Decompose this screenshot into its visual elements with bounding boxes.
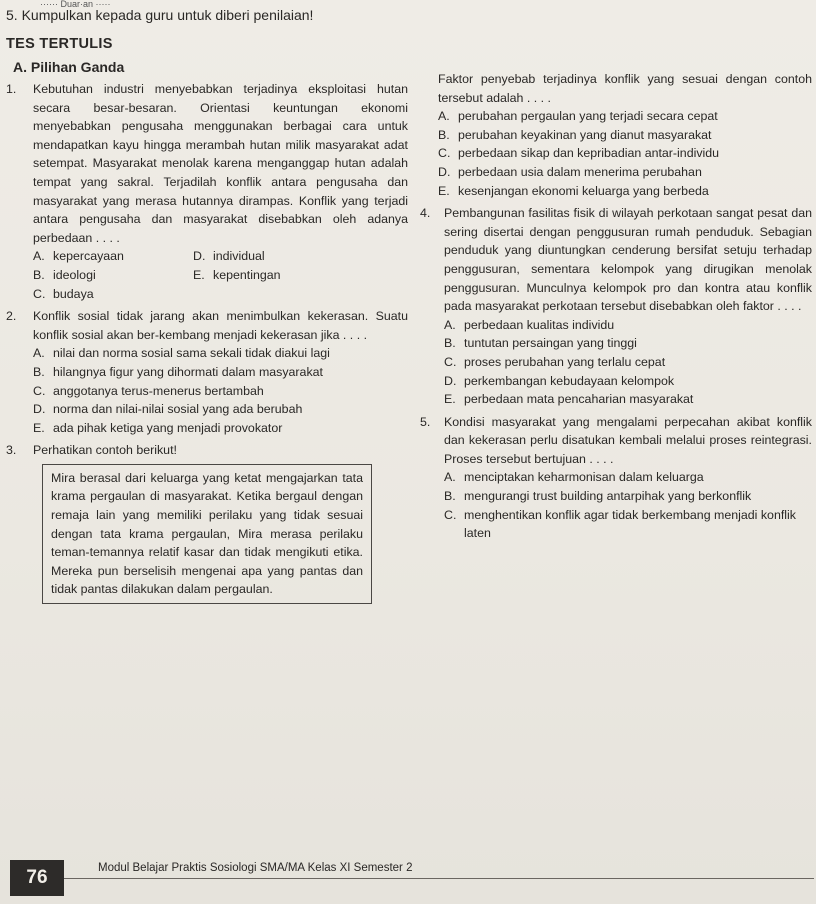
option-text: perbedaan mata pencaharian masyarakat xyxy=(464,392,694,407)
question-4 xyxy=(420,204,812,316)
option-letter: D. xyxy=(438,164,451,179)
question-1 xyxy=(6,80,408,247)
footer-title: Modul Belajar Praktis Sosiologi SMA/MA Kelas XI Semester 2 xyxy=(98,862,413,874)
question-text: Kondisi masyarakat yang mengalami perpecahan akibat konflik dan kekerasan perlu disatukan kembali melalui proses reintegrasi. Proses tersebut bertujuan . . . . xyxy=(444,414,812,466)
option-letter: B. xyxy=(33,364,45,379)
option-d xyxy=(420,163,812,182)
option-letter: C. xyxy=(444,354,457,369)
question-3 xyxy=(6,441,408,460)
question-number: 5. xyxy=(420,414,431,429)
option-text: tuntutan persaingan yang tinggi xyxy=(464,336,637,351)
option-letter: B. xyxy=(444,489,456,504)
question-number: 1. xyxy=(6,82,17,96)
option-b xyxy=(420,487,812,506)
option-text: ada pihak ketiga yang menjadi provokator xyxy=(53,420,283,435)
option-letter: A. xyxy=(444,317,456,332)
right-column xyxy=(420,70,812,543)
option-letter: D. xyxy=(33,402,46,417)
option-row xyxy=(6,285,408,304)
section-heading: A. Pilihan Ganda xyxy=(13,59,125,75)
option-text: budaya xyxy=(53,286,94,301)
option-text: perubahan pergaulan yang terjadi secara cepat xyxy=(458,109,718,124)
option-letter: A. xyxy=(438,109,450,124)
option-letter: A. xyxy=(444,470,456,485)
option-text: proses perubahan yang terlalu cepat xyxy=(464,354,666,369)
option-text: mengurangi trust building antarpihak yang berkonflik xyxy=(464,489,752,504)
option-letter: B. xyxy=(444,336,456,351)
option-b xyxy=(6,363,408,382)
option-letter: C. xyxy=(33,286,46,301)
option-e xyxy=(420,390,812,409)
question-text: Perhatikan contoh berikut! xyxy=(33,443,177,458)
option-a xyxy=(420,107,812,126)
question-5 xyxy=(420,413,812,469)
option-text: menghentikan konflik agar tidak berkembang menjadi konflik laten xyxy=(464,507,796,541)
option-e xyxy=(420,182,812,201)
option-text: hilangnya figur yang dihormati dalam masyarakat xyxy=(53,364,323,379)
option-letter: E. xyxy=(444,392,456,407)
option-text: perkembangan kebudayaan kelompok xyxy=(464,373,675,388)
option-text: menciptakan keharmonisan dalam keluarga xyxy=(464,470,704,485)
option-row xyxy=(6,266,408,285)
option-d xyxy=(420,372,812,391)
option-a xyxy=(420,468,812,487)
option-letter: A. xyxy=(33,346,45,361)
option-text: individual xyxy=(213,249,265,264)
option-b xyxy=(420,334,812,353)
question-number: 4. xyxy=(420,206,431,221)
option-text: norma dan nilai-nilai sosial yang ada berubah xyxy=(53,402,303,417)
cropped-top-text: ······ Duar·an ····· xyxy=(40,0,111,9)
option-e xyxy=(6,419,408,438)
page-number-badge: 76 xyxy=(10,860,64,896)
question-3-continuation: Faktor penyebab terjadinya konflik yang sesuai dengan contoh tersebut adalah . . . . xyxy=(438,72,812,105)
question-number: 3. xyxy=(6,443,17,458)
option-letter: C. xyxy=(438,146,451,161)
option-text: perbedaan usia dalam menerima perubahan xyxy=(458,164,702,179)
option-c xyxy=(6,382,408,401)
option-text: nilai dan norma sosial sama sekali tidak diakui lagi xyxy=(53,346,330,361)
option-letter: C. xyxy=(444,507,457,522)
option-text: perbedaan sikap dan kepribadian antar-individu xyxy=(458,146,720,161)
option-a xyxy=(6,344,408,363)
option-c xyxy=(420,353,812,372)
option-c xyxy=(420,144,812,163)
option-text: ideologi xyxy=(53,267,96,282)
question-2 xyxy=(6,307,408,344)
question-text: Pembangunan fasilitas fisik di wilayah perkotaan sangat pesat dan sering disertai dengan penggusuran rumah penduduk. Sebagian penduduk yang diuntungkan cenderung bersifat setuju terhadap penggusuran, sementara kelompok yang dirugikan menolak penggusuran. Munculnya kelompok pro dan kontra atau konflik pada masyarakat perkotaan tersebut disebabkan oleh faktor . . . . xyxy=(444,206,812,314)
example-box: Mira berasal dari keluarga yang ketat mengajarkan tata krama pergaulan di masyarakat. Ketika bergaul dengan remaja lain yang memiliki perilaku yang tidak sesuai dengan tata krama pergaulan, Mira merasa perilaku teman-temannya relatif kasar dan tidak mengikuti etika. Mereka pun berselisih mengenai apa yang pantas dan tidak pantas dilakukan dalam pergaulan. xyxy=(42,464,372,604)
option-text: perubahan keyakinan yang dianut masyarakat xyxy=(458,127,712,142)
option-b xyxy=(420,126,812,145)
option-row xyxy=(6,247,408,266)
option-a xyxy=(420,316,812,335)
option-text: perbedaan kualitas individu xyxy=(464,317,615,332)
option-letter: D. xyxy=(193,249,206,264)
option-letter: D. xyxy=(444,373,457,388)
option-letter: E. xyxy=(33,420,45,435)
option-text: kepercayaan xyxy=(53,249,124,264)
option-text: kepentingan xyxy=(213,267,281,282)
option-c xyxy=(420,506,812,543)
option-letter: C. xyxy=(33,383,46,398)
instruction-text: 5. Kumpulkan kepada guru untuk diberi penilaian! xyxy=(6,7,314,23)
option-d xyxy=(6,400,408,419)
option-letter: A. xyxy=(33,249,45,264)
option-letter: E. xyxy=(438,183,450,198)
footer-divider xyxy=(64,878,814,879)
option-text: anggotanya terus-menerus bertambah xyxy=(53,383,264,398)
option-letter: B. xyxy=(33,267,45,282)
option-text: kesenjangan ekonomi keluarga yang berbeda xyxy=(458,183,709,198)
test-heading: TES TERTULIS xyxy=(6,36,113,52)
left-column xyxy=(6,80,408,604)
option-letter: B. xyxy=(438,127,450,142)
question-text: Konflik sosial tidak jarang akan menimbulkan kekerasan. Suatu konflik sosial akan ber-kembang menjadi kekerasan jika . . . . xyxy=(33,309,408,342)
option-letter: E. xyxy=(193,267,205,282)
question-text: Kebutuhan industri menyebabkan terjadinya eksploitasi hutan secara besar-besaran. Orientasi keuntungan ekonomi menyebabkan pengusaha menggunakan berbagai cara untuk mendapatkan kayu hingga merambah hutan milik masyarakat adat setempat. Masyarakat menolak karena menganggap hutan adalah tempat yang sakral. Terjadilah konflik antara pengusaha dan masyarakat yang merasa hutannya dirampas. Konflik yang terjadi antara pengusaha dan masyarakat disebabkan oleh adanya perbedaan . . . . xyxy=(33,82,408,245)
question-number: 2. xyxy=(6,309,17,324)
